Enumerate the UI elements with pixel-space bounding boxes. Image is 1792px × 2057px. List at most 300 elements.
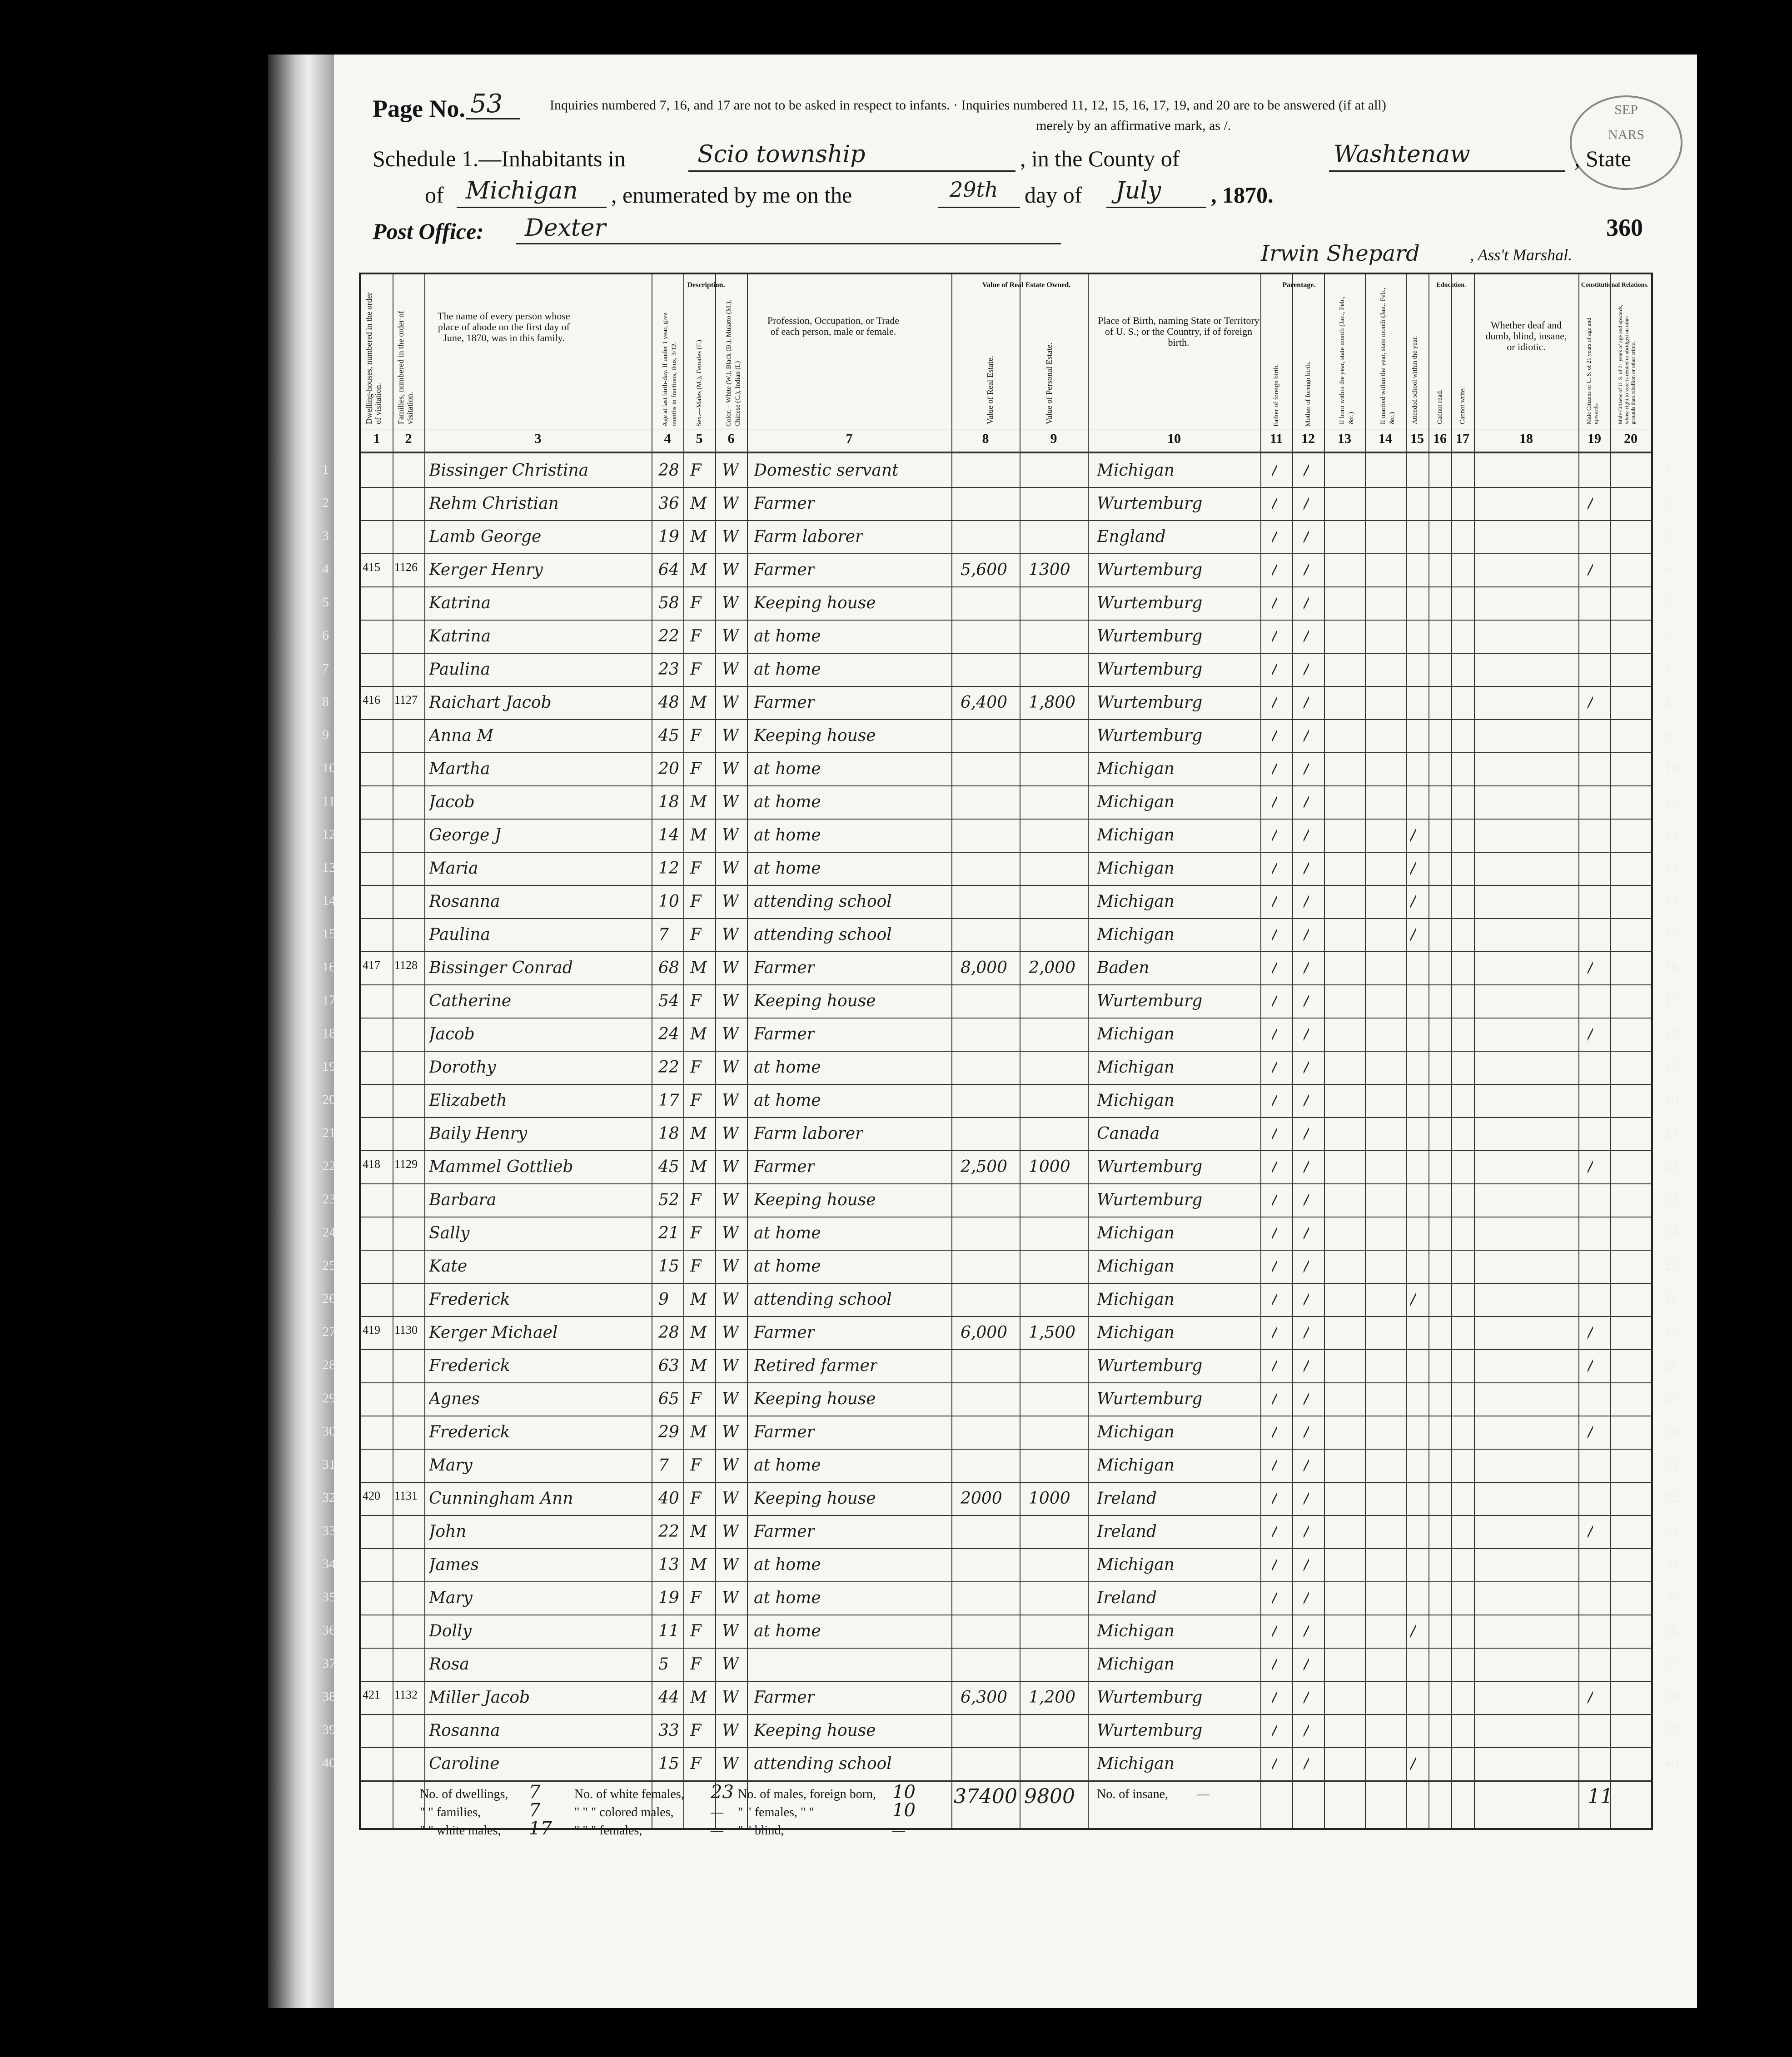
line-number-right: 10 (1665, 760, 1678, 775)
line-number-right: 2 (1665, 495, 1672, 510)
line-number-right: 26 (1665, 1291, 1678, 1306)
occupation: Farmer (754, 1522, 815, 1541)
white-males-value: 17 (529, 1818, 552, 1839)
age: 18 (658, 793, 679, 811)
line-number-right: 32 (1665, 1490, 1678, 1505)
age: 45 (658, 1158, 679, 1176)
row-rule (361, 1051, 1651, 1052)
sex: F (690, 1622, 702, 1640)
citizen-mark: / (1588, 1423, 1593, 1441)
color: W (722, 1390, 739, 1408)
stamp-number: 360 (1606, 214, 1643, 241)
family-number: 1126 (394, 561, 418, 574)
age: 22 (658, 1522, 679, 1541)
table-row (361, 1615, 1651, 1647)
line-number-right: 39 (1665, 1722, 1678, 1737)
col-18-header: Whether deaf and dumb, blind, insane, or idiotic. (1485, 320, 1567, 353)
row-rule (361, 752, 1651, 753)
mother-foreign-mark: / (1304, 1058, 1309, 1077)
father-foreign-mark: / (1272, 826, 1278, 845)
birthplace: Wurtemburg (1097, 1191, 1203, 1209)
state-label: , State (1574, 146, 1631, 171)
county-label: , in the County of (1020, 146, 1180, 171)
sex: F (690, 1721, 702, 1740)
sex: M (690, 959, 707, 977)
sex: M (690, 527, 707, 546)
table-row (361, 1515, 1651, 1548)
day-value: 29th (950, 177, 998, 202)
dwelling-number: 418 (363, 1158, 380, 1171)
table-row (361, 1316, 1651, 1349)
row-rule (361, 1283, 1651, 1284)
citizen-mark: / (1588, 693, 1593, 712)
sex: F (690, 760, 702, 778)
color: W (722, 1688, 739, 1707)
father-foreign-mark: / (1272, 1589, 1278, 1607)
person-name: Rosanna (429, 892, 500, 911)
col-7-header: Profession, Occupation, or Trade of each person, male or female. (767, 315, 900, 337)
mother-foreign-mark: / (1304, 1721, 1309, 1740)
color: W (722, 793, 739, 811)
constitutional-group-header: Constitutional Relations. (1581, 282, 1649, 288)
line-number-left: 20 (322, 1092, 336, 1107)
father-foreign-mark: / (1272, 494, 1278, 513)
occupation: Farm laborer (754, 527, 863, 546)
birthplace: Wurtemburg (1097, 594, 1203, 612)
col-number-5: 5 (696, 431, 703, 446)
occupation: Farmer (754, 1423, 815, 1441)
line-number-right: 5 (1665, 595, 1672, 610)
dwelling-number: 419 (363, 1323, 380, 1337)
row-rule (361, 1449, 1651, 1450)
table-row (361, 520, 1651, 553)
marshal-signature: Irwin Shepard (1261, 241, 1420, 266)
table-row (361, 1747, 1651, 1780)
line-number-right: 15 (1665, 926, 1678, 941)
person-name: Lamb George (429, 527, 542, 546)
table-row (361, 1018, 1651, 1050)
table-row (361, 1349, 1651, 1382)
birthplace: Wurtemburg (1097, 693, 1203, 712)
citizen-mark: / (1588, 959, 1593, 977)
table-row (361, 951, 1651, 984)
color: W (722, 859, 739, 878)
birthplace: Wurtemburg (1097, 627, 1203, 646)
birthplace: Michigan (1097, 1456, 1175, 1475)
person-name: Raichart Jacob (429, 693, 552, 712)
age: 65 (658, 1390, 679, 1408)
person-name: Kerger Henry (429, 561, 543, 579)
age: 45 (658, 726, 679, 745)
birthplace: Michigan (1097, 1323, 1175, 1342)
table-row (361, 1283, 1651, 1316)
month-underline (1106, 207, 1206, 208)
age: 36 (658, 494, 679, 513)
blind-value: — (892, 1823, 905, 1838)
age: 44 (658, 1688, 679, 1707)
line-number-right: 29 (1665, 1391, 1678, 1406)
sex: F (690, 1390, 702, 1408)
row-rule (361, 620, 1651, 621)
col-15-header: Attended school within the year. (1411, 336, 1419, 424)
occupation: Farmer (754, 959, 815, 977)
col-number-3: 3 (534, 431, 542, 446)
color: W (722, 1356, 739, 1375)
age: 63 (658, 1356, 679, 1375)
occupation: at home (754, 1257, 821, 1276)
mother-foreign-mark: / (1304, 1456, 1309, 1475)
person-name: Rehm Christian (429, 494, 559, 513)
color: W (722, 1290, 739, 1309)
personal-estate-value: 1,200 (1029, 1688, 1076, 1707)
line-number-left: 15 (322, 926, 336, 941)
birthplace: Michigan (1097, 793, 1175, 811)
row-rule (361, 1018, 1651, 1019)
mother-foreign-mark: / (1304, 494, 1309, 513)
mother-foreign-mark: / (1304, 1754, 1309, 1773)
row-rule (361, 1382, 1651, 1383)
school-mark: / (1410, 1622, 1416, 1640)
line-number-left: 17 (322, 993, 336, 1008)
insane-value: — (1197, 1787, 1210, 1801)
row-rule (361, 819, 1651, 820)
sex: F (690, 1754, 702, 1773)
person-name: James (429, 1555, 479, 1574)
sex: F (690, 726, 702, 745)
line-number-left: 10 (322, 760, 336, 775)
birthplace: Wurtemburg (1097, 1688, 1203, 1707)
person-name: Jacob (429, 793, 475, 811)
line-number-left: 33 (322, 1523, 336, 1538)
col-8-header: Value of Real Estate. (986, 356, 995, 424)
school-mark: / (1410, 892, 1416, 911)
foreign-females-value: 10 (892, 1800, 916, 1821)
col-number-6: 6 (727, 431, 735, 446)
table-row (361, 454, 1651, 487)
line-number-left: 39 (322, 1722, 336, 1737)
row-rule (361, 1515, 1651, 1516)
birthplace: Michigan (1097, 1025, 1175, 1043)
occupation: Keeping house (754, 1721, 876, 1740)
mother-foreign-mark: / (1304, 1555, 1309, 1574)
person-name: Martha (429, 760, 490, 778)
table-row (361, 752, 1651, 785)
citizen-mark: / (1588, 1522, 1593, 1541)
occupation: Keeping house (754, 992, 876, 1010)
father-foreign-mark: / (1272, 1622, 1278, 1640)
day-of-label: day of (1025, 182, 1082, 208)
color: W (722, 1257, 739, 1276)
table-row (361, 1714, 1651, 1747)
father-foreign-mark: / (1272, 1754, 1278, 1773)
post-office-value: Dexter (525, 214, 606, 242)
parentage-group-header: Parentage. (1282, 281, 1316, 289)
occupation: at home (754, 760, 821, 778)
person-name: Catherine (429, 992, 512, 1010)
line-number-left: 13 (322, 860, 336, 875)
father-foreign-mark: / (1272, 1456, 1278, 1475)
person-name: Bissinger Christina (429, 461, 589, 480)
father-foreign-mark: / (1272, 959, 1278, 977)
line-number-right: 36 (1665, 1623, 1678, 1638)
birthplace: Wurtemburg (1097, 1721, 1203, 1740)
occupation: at home (754, 793, 821, 811)
blind-label: " " blind, (738, 1823, 784, 1838)
person-name: Frederick (429, 1423, 510, 1441)
occupation: Farmer (754, 1158, 815, 1176)
person-name: Mammel Gottlieb (429, 1158, 573, 1176)
col-number-4: 4 (664, 431, 671, 446)
color: W (722, 1522, 739, 1541)
age: 58 (658, 594, 679, 612)
father-foreign-mark: / (1272, 1158, 1278, 1176)
father-foreign-mark: / (1272, 594, 1278, 612)
sex: M (690, 1124, 707, 1143)
person-name: Rosanna (429, 1721, 500, 1740)
birthplace: Michigan (1097, 1655, 1175, 1674)
col-3-header: The name of every person whose place of abode on the first day of June, 1870, was in this family. (438, 311, 570, 343)
row-rule (361, 1150, 1651, 1151)
census-table (322, 273, 1678, 1839)
family-number: 1130 (394, 1323, 418, 1337)
dwelling-number: 421 (363, 1688, 380, 1701)
sex: M (690, 1522, 707, 1541)
sex: F (690, 1655, 702, 1674)
line-number-right: 1 (1665, 462, 1672, 477)
sex: F (690, 627, 702, 646)
birthplace: Michigan (1097, 1555, 1175, 1574)
table-row (361, 1117, 1651, 1150)
birthplace: Michigan (1097, 1058, 1175, 1077)
occupation: Farmer (754, 1688, 815, 1707)
age: 5 (658, 1655, 669, 1674)
birthplace: Michigan (1097, 859, 1175, 878)
age: 48 (658, 693, 679, 712)
post-office-label: Post Office: (373, 219, 484, 244)
father-foreign-mark: / (1272, 1257, 1278, 1276)
sex: F (690, 892, 702, 911)
mother-foreign-mark: / (1304, 959, 1309, 977)
sex: F (690, 1091, 702, 1110)
line-number-right: 28 (1665, 1357, 1678, 1372)
row-rule (361, 984, 1651, 985)
mother-foreign-mark: / (1304, 1589, 1309, 1607)
color: W (722, 561, 739, 579)
family-number: 1128 (394, 959, 418, 972)
occupation: Keeping house (754, 594, 876, 612)
line-number-left: 34 (322, 1556, 336, 1571)
father-foreign-mark: / (1272, 660, 1278, 679)
color: W (722, 1025, 739, 1043)
mother-foreign-mark: / (1304, 1224, 1309, 1242)
col-number-15: 15 (1410, 431, 1424, 446)
table-row (361, 918, 1651, 951)
age: 9 (658, 1290, 669, 1309)
col-19-header: Male Citizens of U. S. of 21 years of age and upwards. (1585, 318, 1599, 424)
birthplace: Michigan (1097, 1224, 1175, 1242)
person-name: Paulina (429, 925, 490, 944)
real-estate-value: 6,000 (961, 1323, 1008, 1342)
color: W (722, 1423, 739, 1441)
value-group-header: Value of Real Estate Owned. (982, 281, 1071, 289)
person-name: Kate (429, 1257, 468, 1276)
birthplace: Canada (1097, 1124, 1160, 1143)
personal-estate-value: 1000 (1029, 1158, 1070, 1176)
father-foreign-mark: / (1272, 527, 1278, 546)
row-rule (361, 719, 1651, 720)
real-estate-total: 37400 (954, 1785, 1017, 1808)
col-number-14: 14 (1379, 431, 1392, 446)
mother-foreign-mark: / (1304, 461, 1309, 480)
occupation: Farmer (754, 693, 815, 712)
mother-foreign-mark: / (1304, 726, 1309, 745)
line-number-right: 22 (1665, 1158, 1678, 1173)
color: W (722, 693, 739, 712)
age: 22 (658, 627, 679, 646)
line-number-left: 26 (322, 1291, 336, 1306)
sex: M (690, 1356, 707, 1375)
occupation: at home (754, 1555, 821, 1574)
mother-foreign-mark: / (1304, 1191, 1309, 1209)
occupation: attending school (754, 1290, 892, 1309)
color: W (722, 594, 739, 612)
occupation: Farmer (754, 1323, 815, 1342)
real-estate-value: 6,400 (961, 693, 1008, 712)
line-number-right: 38 (1665, 1689, 1678, 1704)
line-number-right: 33 (1665, 1523, 1678, 1538)
table-row (361, 719, 1651, 752)
line-number-right: 14 (1665, 893, 1678, 908)
occupation: attending school (754, 1754, 892, 1773)
father-foreign-mark: / (1272, 992, 1278, 1010)
table-row (361, 653, 1651, 686)
sex: F (690, 859, 702, 878)
birthplace: Baden (1097, 959, 1150, 977)
state-underline (457, 207, 607, 208)
row-rule (361, 1084, 1651, 1085)
line-number-left: 31 (322, 1457, 336, 1472)
foreign-males-label: No. of males, foreign born, (738, 1787, 876, 1801)
father-foreign-mark: / (1272, 1555, 1278, 1574)
father-foreign-mark: / (1272, 1290, 1278, 1309)
citizen-mark: / (1588, 494, 1593, 513)
month-value: July (1115, 177, 1161, 204)
of-label: of (425, 182, 444, 208)
table-row (361, 1416, 1651, 1448)
sex: F (690, 1191, 702, 1209)
age: 12 (658, 859, 679, 878)
birthplace: Michigan (1097, 461, 1175, 480)
real-estate-value: 6,300 (961, 1688, 1008, 1707)
line-number-left: 23 (322, 1192, 336, 1207)
line-number-left: 14 (322, 893, 336, 908)
person-name: Cunningham Ann (429, 1489, 573, 1508)
line-number-right: 25 (1665, 1258, 1678, 1273)
row-rule (361, 1482, 1651, 1483)
color: W (722, 1589, 739, 1607)
colored-females-label: " " " females, (574, 1823, 642, 1838)
sex: F (690, 1589, 702, 1607)
birthplace: Wurtemburg (1097, 561, 1203, 579)
mother-foreign-mark: / (1304, 1423, 1309, 1441)
col-16-header: Cannot read. (1436, 389, 1444, 424)
line-number-left: 24 (322, 1225, 336, 1240)
foreign-males-value: 10 (892, 1782, 916, 1803)
col-11-header: Father of foreign birth. (1273, 364, 1280, 427)
person-name: Mary (429, 1589, 473, 1607)
row-rule (361, 785, 1651, 786)
age: 13 (658, 1555, 679, 1574)
mother-foreign-mark: / (1304, 1356, 1309, 1375)
table-row (361, 1051, 1651, 1083)
occupation: at home (754, 826, 821, 845)
col-10-header: Place of Birth, naming State or Territory of U. S.; or the Country, if of foreign birth. (1098, 315, 1259, 348)
person-name: Dolly (429, 1622, 472, 1640)
occupation: Farmer (754, 494, 815, 513)
father-foreign-mark: / (1272, 1356, 1278, 1375)
row-rule (361, 1780, 1651, 1781)
school-mark: / (1410, 1290, 1416, 1309)
age: 17 (658, 1091, 679, 1110)
color: W (722, 494, 739, 513)
sex: M (690, 494, 707, 513)
birthplace: England (1097, 527, 1166, 546)
township-value: Scio township (697, 141, 866, 168)
father-foreign-mark: / (1272, 726, 1278, 745)
row-rule (361, 918, 1651, 919)
table-row (361, 785, 1651, 818)
table-row (361, 1150, 1651, 1183)
real-estate-value: 8,000 (961, 959, 1008, 977)
col-number-16: 16 (1433, 431, 1447, 446)
row-rule (361, 1183, 1651, 1184)
father-foreign-mark: / (1272, 1323, 1278, 1342)
col-1-header: Dwelling-houses, numbered in the order of visitation. (364, 292, 383, 424)
color: W (722, 527, 739, 546)
age: 54 (658, 992, 679, 1010)
line-number-left: 37 (322, 1656, 336, 1671)
school-mark: / (1410, 859, 1416, 878)
line-number-right: 12 (1665, 827, 1678, 842)
real-estate-value: 2,500 (961, 1158, 1008, 1176)
father-foreign-mark: / (1272, 1522, 1278, 1541)
person-name: John (429, 1522, 467, 1541)
header-bottom-rule (361, 452, 1651, 453)
father-foreign-mark: / (1272, 1224, 1278, 1242)
mother-foreign-mark: / (1304, 1522, 1309, 1541)
dwelling-number: 416 (363, 693, 380, 706)
mother-foreign-mark: / (1304, 1622, 1309, 1640)
age: 15 (658, 1257, 679, 1276)
schedule-label: Schedule 1.—Inhabitants in (373, 146, 626, 171)
col-9-header: Value of Personal Estate. (1045, 343, 1054, 424)
school-mark: / (1410, 925, 1416, 944)
line-number-right: 23 (1665, 1192, 1678, 1207)
line-number-right: 18 (1665, 1026, 1678, 1041)
row-rule (361, 852, 1651, 853)
row-rule (361, 520, 1651, 521)
instructions-line-2: merely by an affirmative mark, as /. (1036, 118, 1231, 133)
school-mark: / (1410, 826, 1416, 845)
line-number-right: 37 (1665, 1656, 1678, 1671)
state-value: Michigan (466, 177, 578, 204)
color: W (722, 992, 739, 1010)
person-name: Caroline (429, 1754, 500, 1773)
color: W (722, 826, 739, 845)
row-rule (361, 1548, 1651, 1549)
table-row (361, 1217, 1651, 1249)
occupation: at home (754, 1589, 821, 1607)
